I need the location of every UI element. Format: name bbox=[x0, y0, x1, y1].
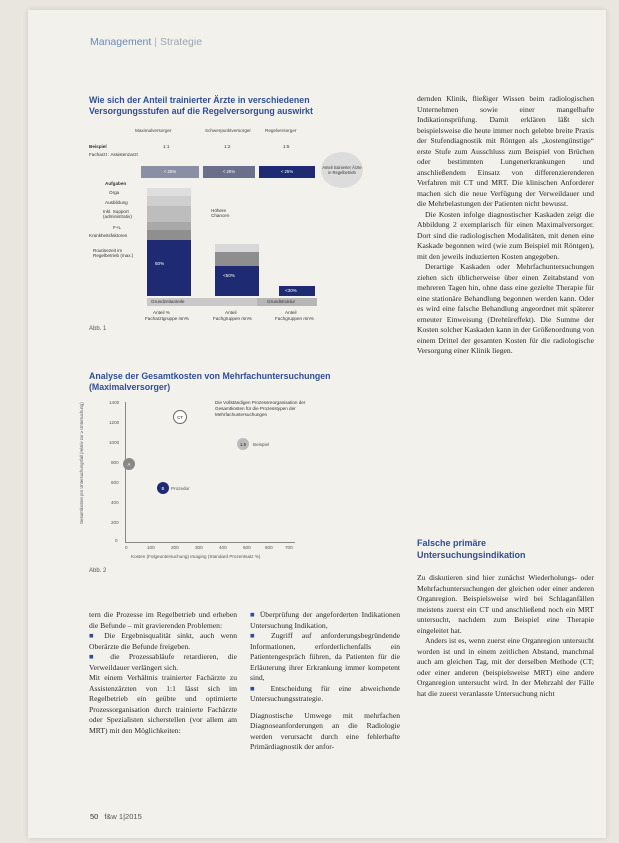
page-number: 50 bbox=[90, 812, 99, 821]
ytick-600: 600 bbox=[111, 480, 119, 485]
bar2-routine bbox=[215, 266, 259, 296]
xtick-200: 200 bbox=[171, 545, 179, 550]
subsection-label: Strategie bbox=[160, 36, 203, 48]
bar2-a bbox=[215, 244, 259, 252]
band-2: < 25% bbox=[203, 166, 255, 178]
figure1 bbox=[89, 126, 399, 336]
bullet-icon: ■ bbox=[250, 610, 260, 619]
middle-column bbox=[250, 610, 400, 753]
beispiel-val-3: 1:5 bbox=[283, 144, 290, 149]
aufgaben-label: Aufgaben bbox=[105, 181, 127, 186]
bubble-b bbox=[157, 482, 169, 494]
bar2-value: <50% bbox=[223, 273, 235, 278]
fig2-ylabel: Gesamtkosten pro Untersuchungsfall (relativ zur ≥ Untersuchung) bbox=[79, 402, 84, 524]
anteil-note: Anteil trainierter Ärzte in Regelbetrieb bbox=[321, 152, 363, 188]
right-column-2 bbox=[417, 573, 594, 699]
row-ausbildung: Ausbildung bbox=[105, 200, 128, 205]
bullet-icon: ■ bbox=[89, 652, 111, 661]
beispiel-val-2: 1:2 bbox=[224, 144, 231, 149]
xtick-500: 500 bbox=[243, 545, 251, 550]
xtick-400: 400 bbox=[219, 545, 227, 550]
beispiel-val-1: 1:1 bbox=[163, 144, 170, 149]
left-bullet-2: die Prozessabläufe retardieren, die Verweildauer verlängert sich. bbox=[89, 652, 237, 672]
bubble-ct bbox=[173, 410, 187, 424]
mid-para: Diagnostische Umwege mit mehrfachen Diagnoseanforderungen an die Radiologie werden verursacht durch eine fehlerhafte Primärdiagnostik der anfor- bbox=[250, 710, 400, 751]
bar2-b bbox=[215, 252, 259, 266]
hoehere-chancen: Höhere Chancen bbox=[211, 208, 230, 218]
xsub-2: Fachgruppen rsn% bbox=[213, 316, 252, 321]
routine-label: Routinezeit im Regelbetrieb (max.) bbox=[93, 248, 134, 258]
band-3: < 25% bbox=[259, 166, 315, 178]
fig2-xlabel: Kosten (Folgeuntersuchung) Imaging (Standard Prozentsatz %) bbox=[131, 554, 261, 559]
right-para-2: Die Kosten infolge diagnostischer Kaskaden zeigt die Abbildung 2 exemplarisch für einen Maximalversorger. Dort sind die radiologischen Modalitäten, mit denen eine Kaskade begonnen wird (wie zum Beispiel mit Röntgen), mit den jeweils induzierten Kosten angegeben. bbox=[417, 209, 594, 261]
page-footer bbox=[90, 812, 142, 821]
ytick-0: 0 bbox=[115, 538, 118, 543]
grundzeit-label: Grundzeitanteile bbox=[151, 299, 185, 304]
bar1-routine bbox=[147, 240, 191, 296]
row-beispiel: Beispiel bbox=[89, 144, 107, 149]
header-separator: | bbox=[154, 36, 158, 48]
right2-para-2: Anders ist es, wenn zuerst eine Organregion untersucht worden ist und in einem zeitlichen Abstand, manchmal auch am gleichen Tag, mit der derselben Methode (CT; oder einer anderen (beispielsweise MRT) eine andere Organregion untersucht wird. In der Mehrzahl der Fälle hat die zuerst veranlasste Untersuchung nicht bbox=[417, 636, 594, 698]
bar3-value: <30% bbox=[285, 288, 297, 293]
bar1-support bbox=[147, 206, 191, 222]
left-para-1: tern die Prozesse im Regelbetrieb und erheben die Befunde – mit gravierenden Problemen: bbox=[89, 610, 237, 630]
bubble-b-label: B bbox=[161, 485, 165, 491]
bar1-fl bbox=[147, 222, 191, 230]
band-1: < 25% bbox=[141, 166, 199, 178]
right-para-1: dernden Klinik, fließiger Wissen beim radiologischen Unternehmen sowie einer mangelhafte Indikationsprüfung. Damit erklären läßt sich beispielsweise die heute immer noch gelebte breite Praxis der Stufendiagnostik mit Röntgen als „kostengünstige“ erste Stufe zum Ausschluss zum Beispiel von Brüchen oder bestimmten Lungenerkrankungen und anschließendem Einsatz von differenzierenderen Verfahren mit CT und MRT. Die klinischen Anforderer machen sich die neue Verfügung der Verweildauer und die Mehrbelastungen der Patienten nicht bewusst. bbox=[417, 94, 594, 208]
xlabel-1: Anteil % bbox=[153, 310, 170, 315]
xtick-0: 0 bbox=[125, 545, 128, 550]
bar1-ausbildung bbox=[147, 196, 191, 206]
figure2-caption: Abb. 2 bbox=[89, 568, 107, 574]
ytick-1000: 1000 bbox=[109, 440, 120, 445]
bubble-a bbox=[123, 458, 135, 470]
row-facharzt: Facharzt : Assistenzarzt bbox=[89, 152, 138, 157]
bubble-15 bbox=[237, 438, 249, 450]
right-column bbox=[417, 94, 594, 357]
row-fl: F+L bbox=[113, 225, 122, 230]
fig2-y-axis bbox=[125, 402, 126, 542]
section-label: Management bbox=[90, 36, 152, 48]
ytick-1400: 1400 bbox=[109, 400, 120, 405]
right-para-3: Derartige Kaskaden oder Mehrfachuntersuchungen ziehen sich üblicherweise über einen Zeitabstand von mehreren Tagen hin, ohne dass eine gezielte Therapie für eine stationäre Behandlung begonnen werden kann. Oder es wird eine falsche Behandlung angeordnet mit späterer erneuter Einweisung (Drehtüreffekt). Die Summe der Kosten solcher Kaskaden kann in der Größenordnung von einem Drittel der gesamten Kosten für die radiologische Versorgung einer Klinik liegen. bbox=[417, 262, 594, 355]
bullet-icon: ■ bbox=[250, 631, 271, 640]
figure2-title: Analyse der Gesamtkosten von Mehrfachuntersuchungen (Maximalversorger) bbox=[89, 371, 331, 392]
bubble-ct-label: CT bbox=[177, 414, 183, 420]
col-header-schwer: Schwerpunktversorger bbox=[205, 128, 251, 133]
mid-bullet-3: Entscheidung für eine abweichende Untersuchungsstrategie. bbox=[250, 683, 400, 703]
ytick-800: 800 bbox=[111, 460, 119, 465]
grundstruktur-label: Grundstruktur bbox=[267, 299, 296, 304]
bubble-b-text: Prozedur bbox=[171, 486, 190, 491]
xlabel-3: Anteil bbox=[285, 310, 297, 315]
row-support: Inkl. Support (administrativ) bbox=[103, 209, 132, 219]
row-orga: Orga bbox=[109, 190, 120, 195]
fig2-note: Die Vollständigen Prozessreorganisation der Gesamtkosten für die Prozesstypen der Mehrfachuntersuchungen bbox=[215, 400, 306, 417]
left-bullet-1: Die Ergebnisqualität sinkt, auch wenn Oberärzte die Befunde freigeben. bbox=[89, 631, 237, 651]
xsub-1: Facharztgruppe rsn% bbox=[145, 316, 189, 321]
section-header bbox=[90, 36, 202, 48]
bubble-15-label: 1.5 bbox=[239, 441, 247, 447]
figure2 bbox=[79, 398, 399, 573]
ytick-400: 400 bbox=[111, 500, 119, 505]
left-column bbox=[89, 610, 237, 736]
fig2-x-axis bbox=[125, 542, 295, 543]
xtick-300: 300 bbox=[195, 545, 203, 550]
ytick-1200: 1200 bbox=[109, 420, 120, 425]
mid-bullet-2: Zugriff auf anforderungsbegründende Informationen, erforderlichenfalls ein Patientengespräch führen, da Patienten für die Erläuterung ihrer Erkrankung immer kompetent sind, bbox=[250, 631, 400, 682]
journal-name: f&w 1|2015 bbox=[104, 812, 142, 821]
subheading: Falsche primäre Untersuchungsindikation bbox=[417, 538, 526, 560]
xtick-100: 100 bbox=[147, 545, 155, 550]
xtick-600: 600 bbox=[265, 545, 273, 550]
xlabel-2: Anteil bbox=[225, 310, 237, 315]
bar1-krank bbox=[147, 230, 191, 240]
mid-bullet-1: Überprüfung der angeforderten Indikationen Untersuchung Indikation, bbox=[250, 610, 400, 630]
bar1-orga bbox=[147, 188, 191, 196]
xtick-700: 700 bbox=[285, 545, 293, 550]
row-krankheit: Krankheitsfaktoren bbox=[89, 233, 128, 238]
bullet-icon: ■ bbox=[89, 631, 105, 640]
bar1-value: 50% bbox=[155, 261, 165, 266]
right2-para-1: Zu diskutieren sind hier zunächst Wiederholungs- oder Mehrfachuntersuchungen der gleichen oder einer anderen Organregion. Beispielsweise wird bei Schlaganfällen meistens zuerst ein CT und anschließend noch ein MRT untersucht, nachdem zum Beispiel eine Therapie eingeleitet hat. bbox=[417, 573, 594, 635]
col-header-max: Maximalversorger bbox=[135, 128, 172, 133]
left-para-2: Mit einem Verhältnis trainierter Fachärzte zu Assistenzärzten von 1:1 lässt sich im Regelbetrieb ein geübte und optimierte Prozessorganisation durch trainierte Fachärzte oder Spezialisten sicherstellen (vor allem am MRT) mit den Möglichkeiten: bbox=[89, 673, 237, 735]
ytick-200: 200 bbox=[111, 520, 119, 525]
xsub-3: Fachgruppen rsn% bbox=[275, 316, 314, 321]
bullet-icon: ■ bbox=[250, 683, 271, 693]
bubble-15-text: Beispiel bbox=[253, 442, 270, 447]
bubble-a-label: A bbox=[127, 461, 131, 467]
col-header-regel: Regelversorger bbox=[265, 128, 297, 133]
figure1-caption: Abb. 1 bbox=[89, 326, 107, 332]
figure1-title: Wie sich der Anteil trainierter Ärzte in verschiedenen Versorgungsstufen auf die Regelversorgung auswirkt bbox=[89, 95, 313, 116]
